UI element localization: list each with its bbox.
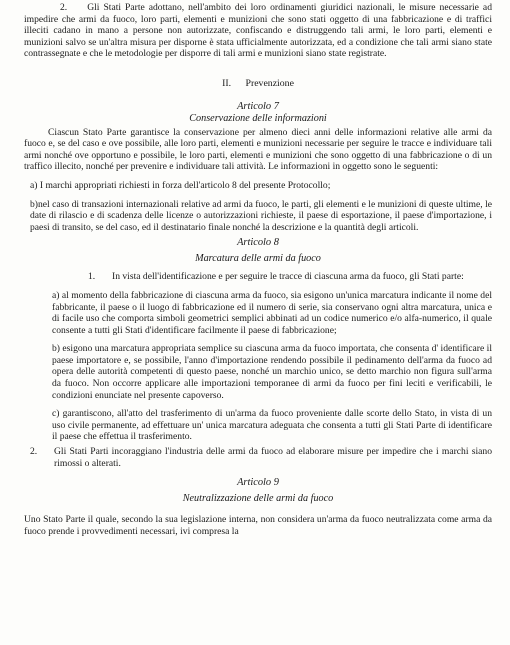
article-7-title: Conservazione delle informazioni bbox=[189, 112, 327, 124]
intro-number: 2. bbox=[60, 2, 68, 13]
article-8-p2-text: Gli Stati Parti incoraggiano l'industria delle armi da fuoco ad elaborare misure per impedire che i marchi siano rimossi o alterati. bbox=[54, 446, 492, 469]
article-8-item-a: a) al momento della fabbricazione di ciascuna arma da fuoco, sia esigono un'unica marcatura indicante il nome del fabbricante, il paese o il luogo di fabbricazione ed il numero di serie, sia conservano ogni altra marcatura, unica e di facile uso che comporta simboli geometrici semplici abbinati ad un codice numerico e/o alfa-numerico, il quale consente a tutti gli Stati d'identificare facilmente il paese di fabbricazione; bbox=[52, 289, 492, 336]
article-8-title: Marcatura delle armi da fuoco bbox=[195, 253, 321, 265]
article-8-paragraph-2 bbox=[24, 446, 492, 469]
article-7-heading: Articolo 7 bbox=[237, 100, 279, 112]
article-8-p1-number: 1. bbox=[88, 271, 96, 283]
article-8-p2-number: 2. bbox=[30, 446, 38, 458]
section-heading bbox=[24, 78, 492, 90]
article-9-body: Uno Stato Parte il quale, secondo la sua legislazione interna, non considera un'arma da fuoco neutralizzata come arma da fuoco prende i provvedimenti necessari, ivi compresa la bbox=[24, 514, 492, 537]
article-8-heading: Articolo 8 bbox=[237, 237, 279, 249]
article-7-body: Ciascun Stato Parte garantisce la conservazione per almeno dieci anni delle informazioni relative alle armi da fuoco e, se del caso e ove possibile, alle loro parti, elementi e munizioni necessarie per seguire le tracce e individuare tali armi nonché ove opportuno e possibile, le loro parti, elementi e munizioni che sono oggetto di una fabbricazione o di un traffico illecito, nonché per prevenire e individuare tali attività. Le informazioni in oggetto sono le seguenti: bbox=[24, 126, 492, 173]
article-9-heading: Articolo 9 bbox=[237, 477, 279, 489]
section-title: Prevenzione bbox=[245, 77, 294, 89]
article-9-title: Neutralizzazione delle armi da fuoco bbox=[182, 493, 334, 505]
article-8-item-b: b) esigono una marcatura appropriata semplice su ciascuna arma da fuoco importata, che consenta d' identificare il paese importatore e, se possibile, l'anno d'importazione rendendo possibile il pedinamento dell'arma da fuoco ad opera delle autorità competenti di questo paese, nonché un marchio unico, se detto marchio non figura sull'arma da fuoco. Non occorre applicare alle importazioni temporanee di armi da fuoco per fini leciti e verificabili, le condizioni enunciate nel presente capoverso. bbox=[52, 343, 492, 401]
article-7-item-b: b)nel caso di transazioni internazionali relative ad armi da fuoco, le parti, gli elementi e le munizioni di queste ultime, le date di rilascio e di scadenza delle licenze o autorizzazioni richieste, il paese di esportazione, il paese d'importazione, i paesi di transito, se del caso, ed il destinatario finale nonché la descrizione e la quantità degli articoli. bbox=[30, 198, 492, 233]
article-8-paragraph-1 bbox=[24, 271, 492, 283]
section-number: II. bbox=[222, 77, 232, 89]
article-7-item-a: a) I marchi appropriati richiesti in forza dell'articolo 8 del presente Protocollo; bbox=[30, 179, 331, 191]
intro-paragraph bbox=[24, 2, 492, 60]
article-8-p1-text: In vista dell'identificazione e per seguire le tracce di ciascuna arma da fuoco, gli Stati parte: bbox=[112, 271, 464, 283]
article-8-item-c: c) garantiscono, all'atto del trasferimento di un'arma da fuoco proveniente dalle scorte dello Stato, in vista di un uso civile permanente, ad effettuare un' unica marcatura adeguata che consenta a tutti gli Stati Parte di identificare il paese che effettua il trasferimento. bbox=[52, 408, 492, 443]
intro-text: Gli Stati Parte adottano, nell'ambito dei loro ordinamenti giuridici nazionali, le misure necessarie ad impedire che armi da fuoco, loro parti, elementi e munizioni che sono stati oggetto di una fabbricazione e di traffici illeciti cadano in mano a persone non autorizzate, confiscando e distruggendo tali armi, le loro parti, elementi e munizioni salvo se un'altra misura per disporne è stata ufficialmente autorizzata, ed a condizione che tali armi siano state contrassegnate e che le metodologie per disporre di tali armi e munizioni siano state registrate. bbox=[24, 2, 492, 60]
